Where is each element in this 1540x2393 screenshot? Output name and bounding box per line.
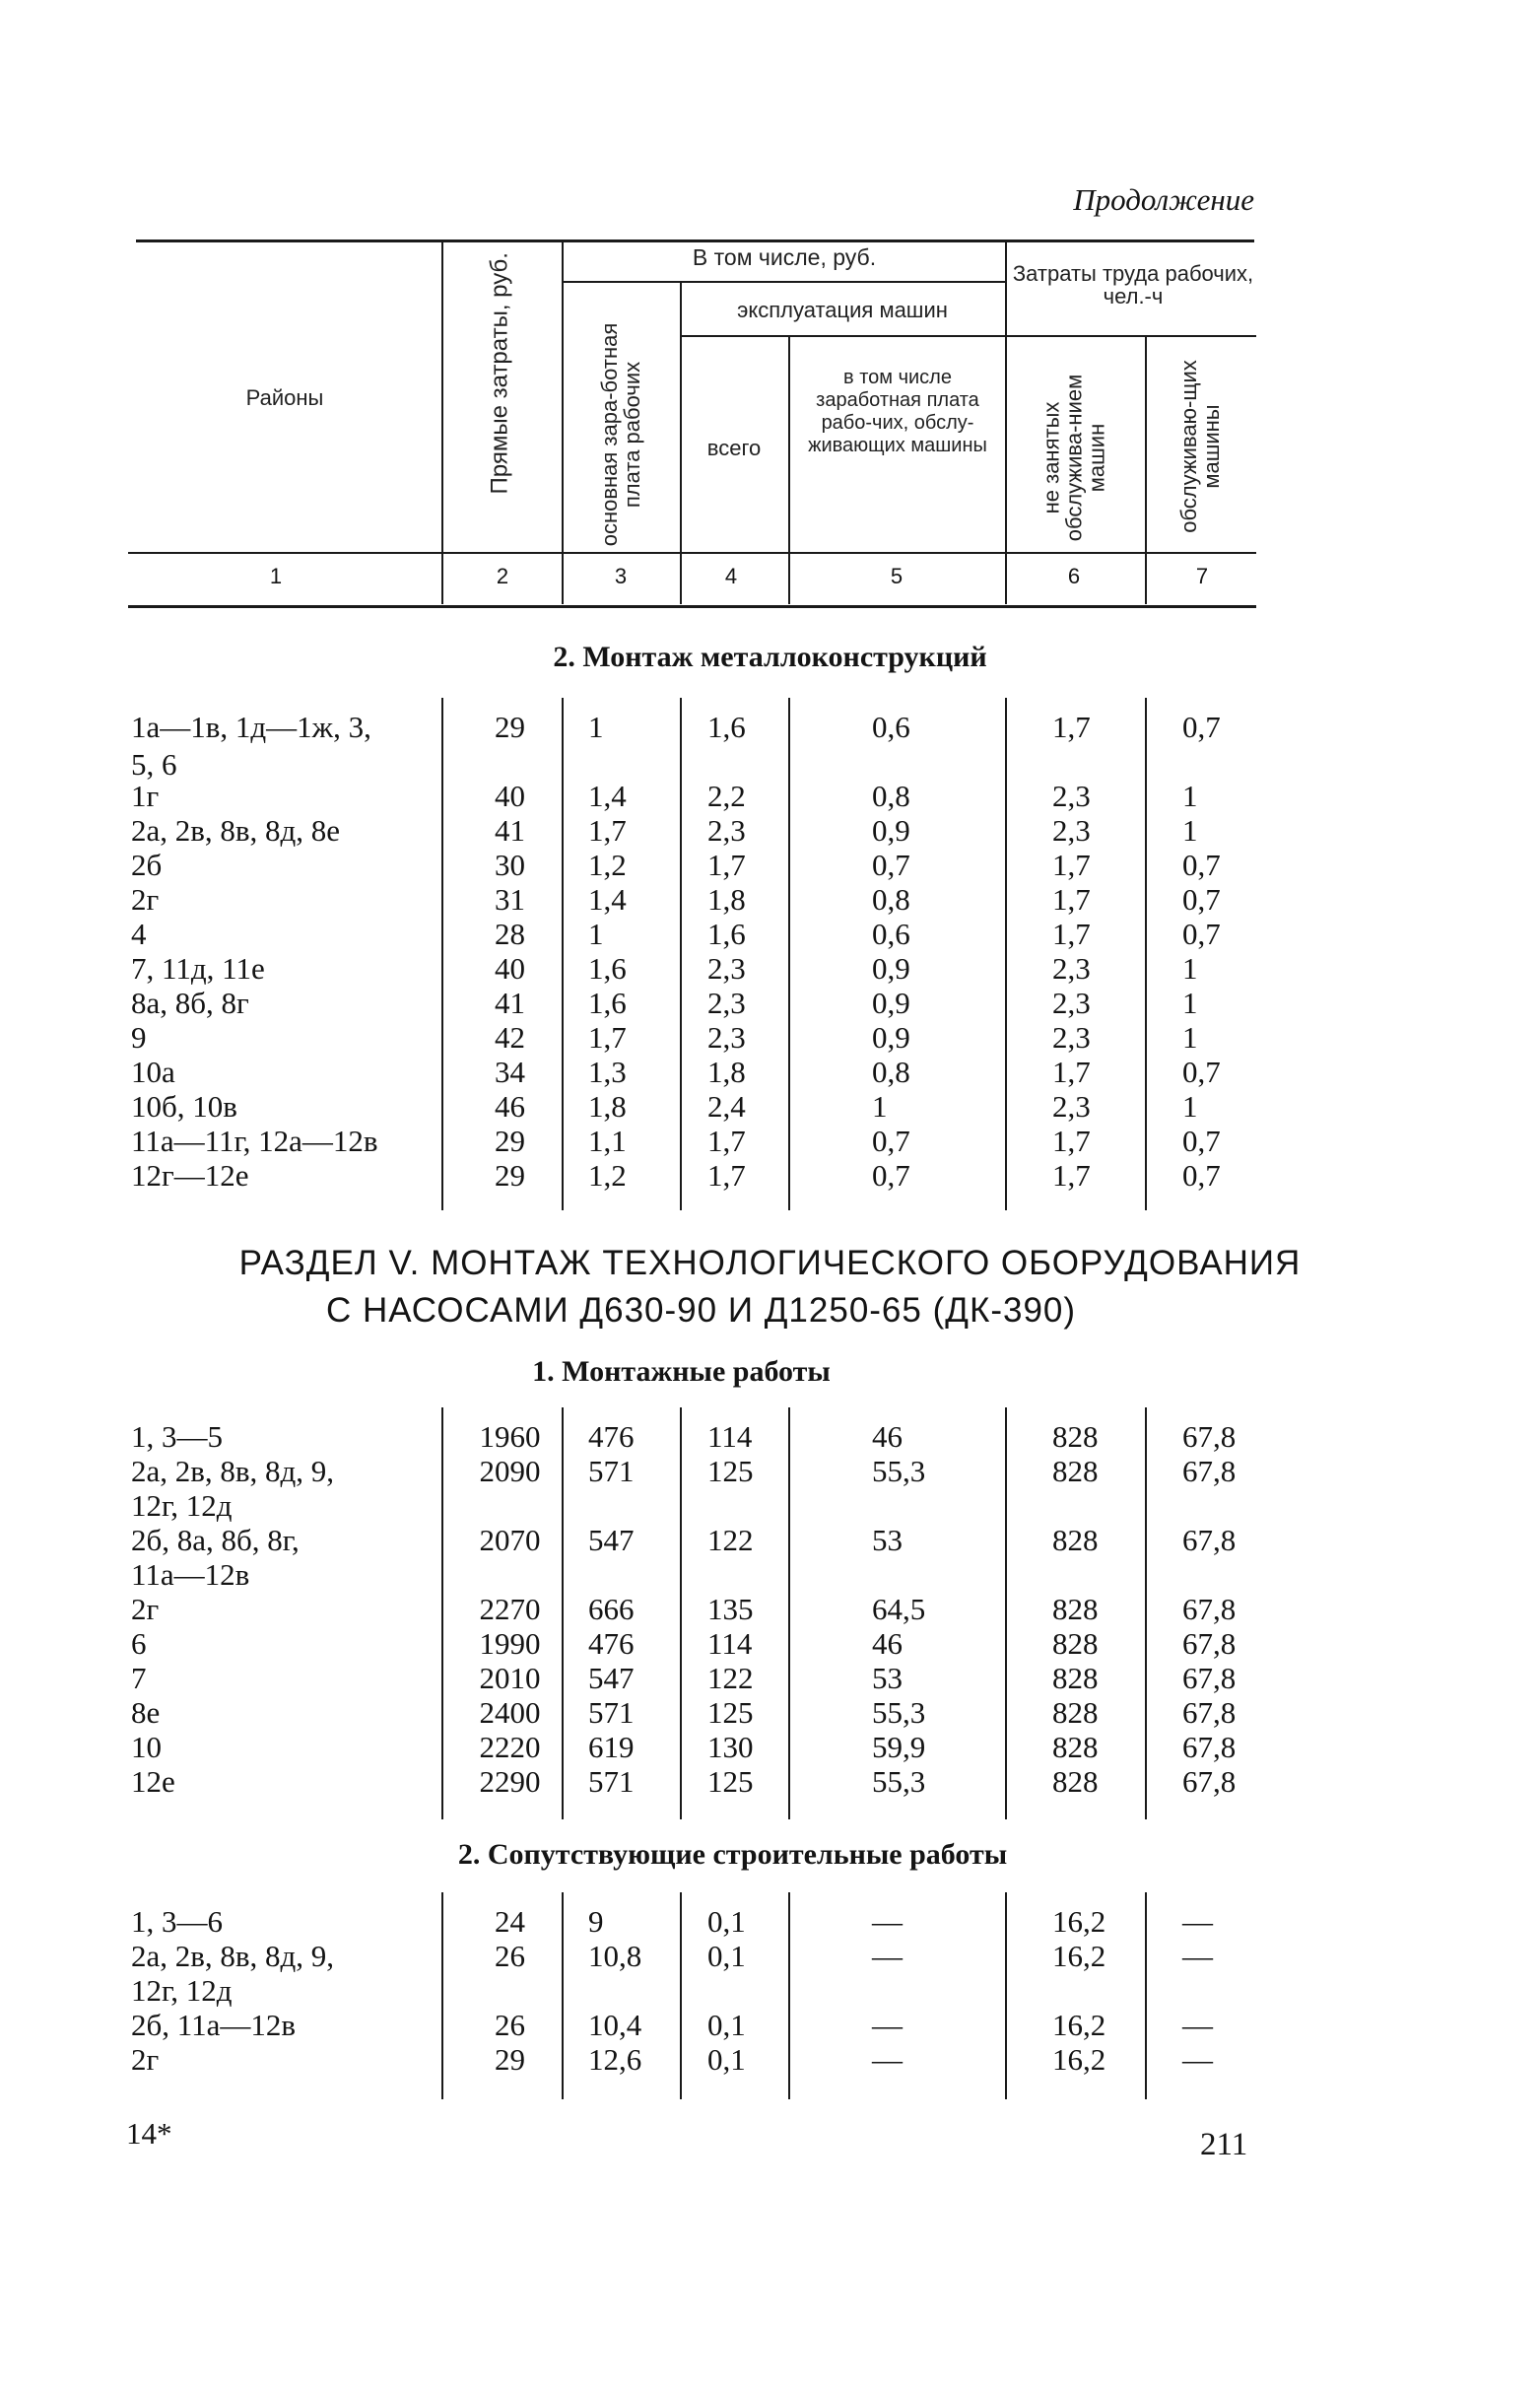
s3-vline-4 [788, 1892, 790, 2099]
chapter-heading-line2: С НАСОСАМИ Д630-90 И Д1250-65 (ДК-390) [325, 1291, 1077, 1330]
s2-vline-3 [680, 1407, 682, 1819]
footer-signature-mark: 14* [126, 2116, 172, 2151]
colnum-6: 6 [1067, 564, 1081, 588]
header-serving: обслуживаю-щих машины [1176, 360, 1224, 533]
colnum-3: 3 [614, 564, 628, 588]
section2-title: 1. Монтажные работы [532, 1355, 831, 1388]
header-vline-5 [1005, 241, 1007, 604]
section1-title: 2. Монтаж металлоконструкций [553, 641, 987, 673]
header-regions: Районы [245, 385, 324, 410]
section3-title: 2. Сопутствующие строительные работы [457, 1838, 1008, 1871]
colnum-5: 5 [890, 564, 904, 588]
header-top-rule [136, 239, 1254, 242]
group-machines-rule [680, 335, 1005, 337]
s2-vline-1 [441, 1407, 443, 1819]
header-machine-wage: в том числе заработная плата рабо-чих, обслу-живающих машины [808, 367, 987, 456]
header-labor-group: Затраты труда рабочих, чел.-ч [1012, 261, 1254, 308]
header-vline-6 [1145, 337, 1147, 604]
group-labor-rule [1005, 335, 1256, 337]
header-direct-costs: Прямые затраты, руб. [486, 252, 513, 495]
header-numbers-rule [128, 605, 1256, 608]
colnum-4: 4 [724, 564, 738, 588]
header-machines-group: эксплуатация машин [737, 298, 948, 322]
header-incl-group: В том числе, руб. [692, 244, 877, 270]
s1-vline-5 [1005, 698, 1007, 1210]
s3-vline-6 [1145, 1892, 1147, 2099]
colnum-1: 1 [269, 564, 283, 588]
header-wage: основная зара-ботная плата рабочих [597, 322, 644, 547]
s2-vline-4 [788, 1407, 790, 1819]
s2-vline-5 [1005, 1407, 1007, 1819]
group-incl-rule [562, 281, 1005, 283]
s3-vline-5 [1005, 1892, 1007, 2099]
page-number: 211 [1200, 2127, 1248, 2162]
s2-vline-6 [1145, 1407, 1147, 1819]
header-vline-4 [788, 337, 790, 604]
header-vline-1 [441, 241, 443, 604]
header-not-serving: не занятых обслужива-нием машин [1038, 374, 1109, 542]
s1-vline-1 [441, 698, 443, 1210]
s3-vline-1 [441, 1892, 443, 2099]
s1-vline-4 [788, 698, 790, 1210]
header-total: всего [706, 436, 762, 460]
colnum-7: 7 [1195, 564, 1209, 588]
chapter-heading-line1: РАЗДЕЛ V. МОНТАЖ ТЕХНОЛОГИЧЕСКОГО ОБОРУДОВАНИЯ [238, 1244, 1302, 1282]
s1-vline-3 [680, 698, 682, 1210]
s3-vline-3 [680, 1892, 682, 2099]
s1-vline-6 [1145, 698, 1147, 1210]
header-bottom-rule [128, 552, 1256, 554]
header-vline-2 [562, 241, 564, 604]
continuation-label: Продолжение [1073, 182, 1254, 217]
colnum-2: 2 [496, 564, 509, 588]
